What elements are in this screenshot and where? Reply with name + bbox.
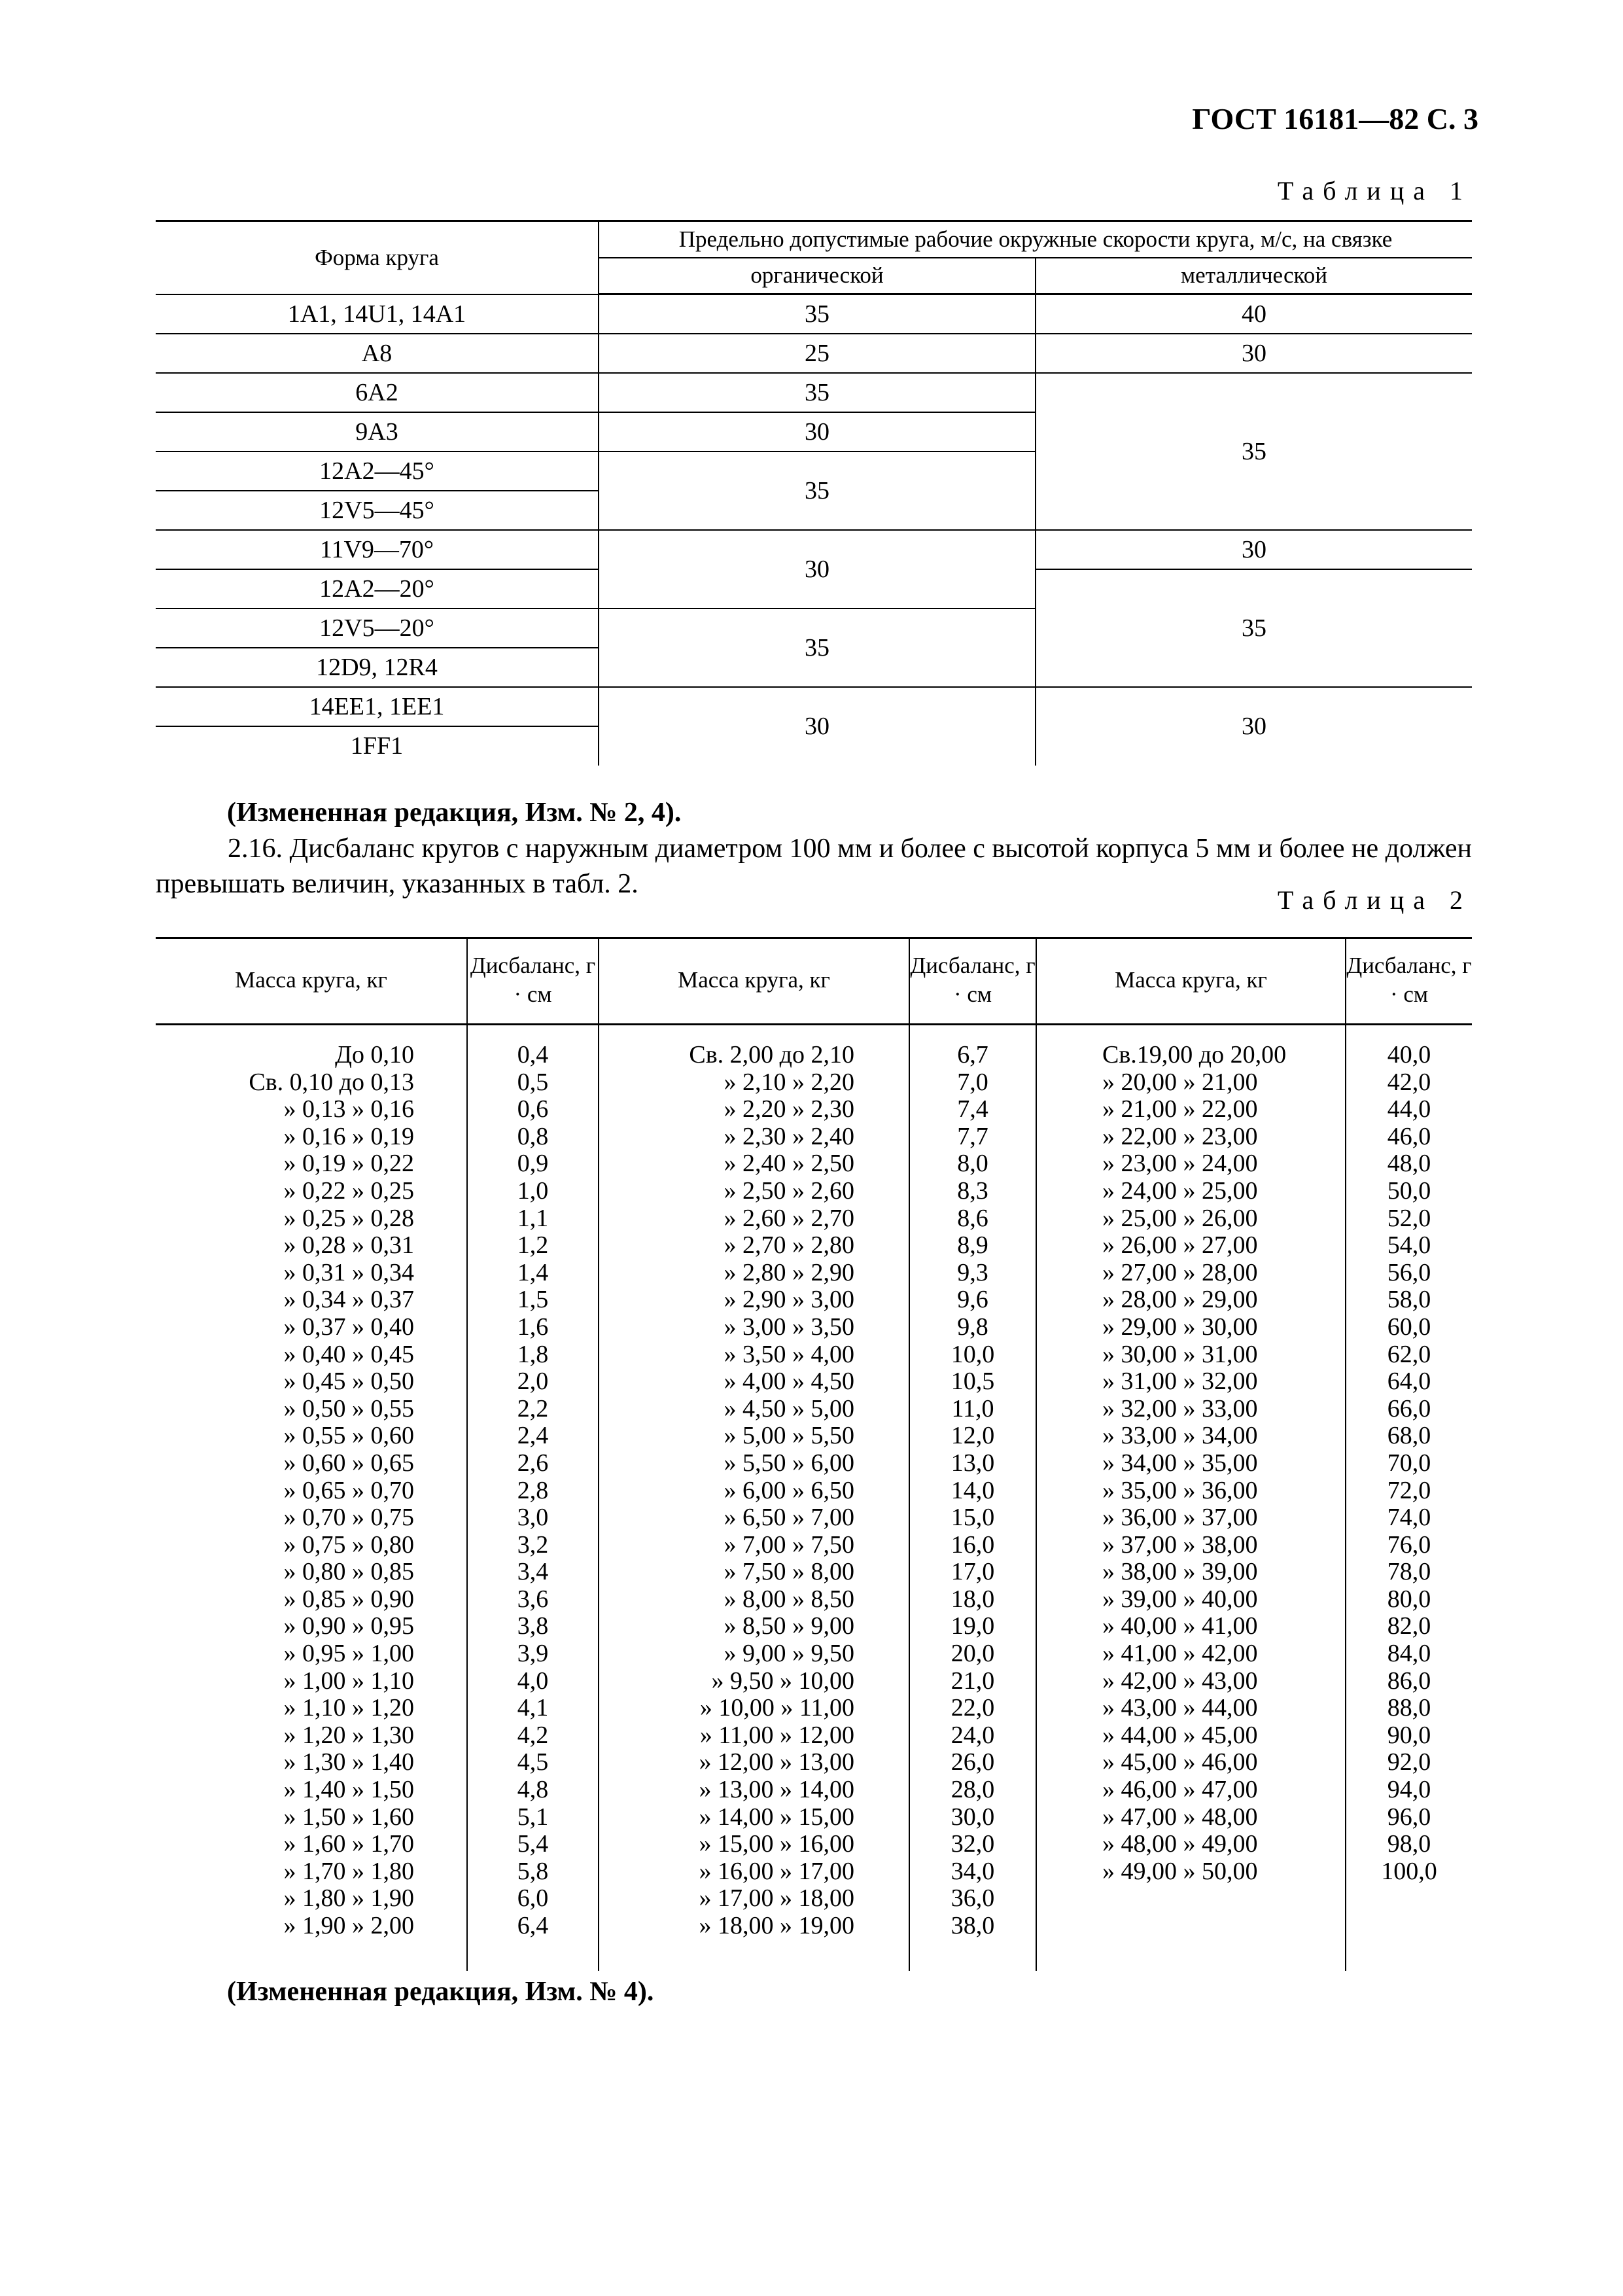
table1-org: 30 [599,687,1036,766]
table2-disb-cell: 56,0 [1387,1258,1431,1286]
table2-header-disb: Дисбаланс, г · см [470,953,596,1007]
table2-mass-cell: » 2,50 » 2,60 [724,1176,854,1205]
table1-met: 35 [1036,569,1472,687]
table1-met: 35 [1036,373,1472,530]
table2-disb-cell: 4,5 [517,1748,549,1776]
table2-disb-cell: 3,4 [517,1558,549,1586]
table2-mass-cell: » 13,00 » 14,00 [699,1776,854,1804]
table2-disb-cell: 58,0 [1387,1286,1431,1314]
table2-disb-cell: 8,6 [957,1204,988,1232]
table2-mass-cell: » 1,30 » 1,40 [283,1748,414,1776]
table2-disb-cell: 8,0 [957,1150,988,1178]
table2-mass-cell: » 0,28 » 0,31 [283,1231,414,1260]
table2-disb-cell: 9,8 [957,1313,988,1341]
table2-mass-cell: » 0,85 » 0,90 [283,1585,414,1613]
table1-form: 12A2—20° [156,569,599,609]
table2-disb-col-1 [468,1042,598,1940]
table2-disb-cell: 3,6 [517,1585,549,1613]
table2-mass-cell: До 0,10 [335,1041,414,1069]
table2-disb-cell: 15,0 [951,1504,995,1532]
table1-form: 12D9, 12R4 [156,648,599,687]
table2-mass-cell: » 26,00 » 27,00 [1102,1231,1258,1260]
table2-mass-cell: » 7,00 » 7,50 [724,1530,854,1559]
table2-header-disb: Дисбаланс, г · см [910,953,1036,1007]
table2-mass-cell: » 24,00 » 25,00 [1102,1176,1258,1205]
table2-mass-cell: » 11,00 » 12,00 [699,1721,854,1749]
table2-mass-cell: » 0,31 » 0,34 [283,1258,414,1286]
table2-disb-cell: 2,2 [517,1394,549,1422]
table1-form: 12V5—20° [156,609,599,648]
table2 [156,937,1472,1971]
table2-disb-cell: 86,0 [1387,1667,1431,1695]
table2-header-mass: Масса круга, кг [678,967,830,993]
table2-disb-cell: 36,0 [951,1884,995,1913]
table1-org: 35 [599,373,1036,412]
table2-disb-cell: 0,8 [517,1122,549,1150]
table2-mass-cell: » 1,80 » 1,90 [283,1884,414,1913]
table2-mass-col-1 [156,1042,414,1940]
table2-mass-cell: » 0,40 » 0,45 [283,1340,414,1368]
table1-form: 9A3 [156,412,599,451]
page-header: ГОСТ 16181—82 С. 3 [1192,102,1478,135]
table2-mass-cell: » 1,20 » 1,30 [283,1721,414,1749]
table2-disb-cell: 42,0 [1387,1068,1431,1096]
table2-mass-cell: » 4,50 » 5,00 [724,1394,854,1422]
table2-disb-col-3 [1346,1042,1472,1885]
table1-form: 1A1, 14U1, 14A1 [156,294,599,334]
table2-disb-cell: 70,0 [1387,1449,1431,1477]
table2-mass-cell: » 30,00 » 31,00 [1102,1340,1258,1368]
table2-disb-cell: 68,0 [1387,1422,1431,1450]
table2-disb-cell: 7,0 [957,1068,988,1096]
table1-form: 12A2—45° [156,451,599,491]
table2-mass-cell: » 0,65 » 0,70 [283,1476,414,1504]
table2-disb-cell: 4,8 [517,1776,549,1804]
table2-mass-cell: » 2,80 » 2,90 [724,1258,854,1286]
table2-mass-cell: » 1,00 » 1,10 [283,1667,414,1695]
amendment-note-2: (Измененная редакция, Изм. № 4). [227,1977,654,2007]
table2-disb-cell: 26,0 [951,1748,995,1776]
table2-disb-cell: 1,6 [517,1313,549,1341]
table2-mass-cell: » 17,00 » 18,00 [699,1884,854,1913]
table2-mass-cell: » 1,10 » 1,20 [283,1694,414,1722]
table2-disb-cell: 17,0 [951,1558,995,1586]
table2-disb-col-2 [910,1042,1036,1940]
table2-mass-cell: » 1,90 » 2,00 [283,1912,414,1939]
table2-mass-cell: » 27,00 » 28,00 [1102,1258,1258,1286]
table2-disb-cell: 2,6 [517,1449,549,1477]
table2-disb-cell: 46,0 [1387,1122,1431,1150]
table2-mass-cell: » 21,00 » 22,00 [1102,1095,1258,1123]
table2-mass-cell: » 5,50 » 6,00 [724,1449,854,1477]
table2-mass-cell: » 8,50 » 9,00 [724,1612,854,1640]
table2-mass-cell: » 12,00 » 13,00 [699,1748,854,1776]
table1-org: 35 [599,609,1036,687]
table2-disb-cell: 34,0 [951,1857,995,1885]
table2-disb-cell: 21,0 [951,1667,995,1695]
table2-mass-cell: » 23,00 » 24,00 [1102,1150,1258,1178]
table2-mass-cell: » 0,16 » 0,19 [283,1122,414,1150]
table2-mass-cell: » 33,00 » 34,00 [1102,1422,1258,1450]
table2-disb-cell: 9,3 [957,1258,988,1286]
table2-mass-cell: » 20,00 » 21,00 [1102,1068,1258,1096]
table2-mass-cell: » 0,80 » 0,85 [283,1558,414,1586]
table2-mass-cell: » 1,50 » 1,60 [283,1803,414,1831]
table1-form: 1FF1 [156,726,599,766]
table1-met: 40 [1036,294,1472,334]
table2-disb-cell: 24,0 [951,1721,995,1749]
table2-disb-cell: 78,0 [1387,1558,1431,1586]
table1-met: 30 [1036,530,1472,569]
table2-disb-cell: 8,9 [957,1231,988,1260]
table2-disb-cell: 76,0 [1387,1530,1431,1559]
table2-mass-cell: » 0,60 » 0,65 [283,1449,414,1477]
table2-disb-cell: 38,0 [951,1912,995,1939]
table2-disb-cell: 94,0 [1387,1776,1431,1804]
table2-disb-cell: 62,0 [1387,1340,1431,1368]
table2-mass-cell: » 3,50 » 4,00 [724,1340,854,1368]
table1-org: 25 [599,334,1036,373]
table2-mass-cell: » 2,10 » 2,20 [724,1068,854,1096]
table2-mass-cell: » 0,70 » 0,75 [283,1504,414,1532]
amendment-note-1: (Измененная редакция, Изм. № 2, 4). [227,798,682,828]
table2-mass-cell: » 0,22 » 0,25 [283,1176,414,1205]
table2-header-disb: Дисбаланс, г · см [1346,953,1472,1007]
table2-mass-cell: Св. 0,10 до 0,13 [249,1068,414,1096]
table2-disb-cell: 44,0 [1387,1095,1431,1123]
paragraph-2-16: 2.16. Дисбаланс кругов с наружным диаметром 100 мм и более с высотой корпуса 5 мм и более не должен превышать величин, указанных в табл. 2. [156,834,1472,899]
table2-disb-cell: 5,1 [517,1803,549,1831]
table1-met: 30 [1036,687,1472,766]
table1-caption: Таблица 1 [1277,176,1472,205]
table2-mass-cell: » 42,00 » 43,00 [1102,1667,1258,1695]
table2-mass-cell: » 40,00 » 41,00 [1102,1612,1258,1640]
table2-disb-cell: 30,0 [951,1803,995,1831]
table2-mass-cell: » 2,30 » 2,40 [724,1122,854,1150]
table1-header-group: Предельно допустимые рабочие окружные скорости круга, м/с, на связке [599,221,1472,258]
table2-header-mass: Масса круга, кг [1115,967,1267,993]
table2-mass-cell: » 39,00 » 40,00 [1102,1585,1258,1613]
table2-disb-cell: 13,0 [951,1449,995,1477]
table1-met: 30 [1036,334,1472,373]
table2-disb-cell: 64,0 [1387,1368,1431,1396]
table1-form: 11V9—70° [156,530,599,569]
table2-disb-cell: 19,0 [951,1612,995,1640]
table2-disb-cell: 82,0 [1387,1612,1431,1640]
table2-mass-cell: » 44,00 » 45,00 [1102,1721,1258,1749]
table2-disb-cell: 1,0 [517,1176,549,1205]
table2-disb-cell: 40,0 [1387,1041,1431,1069]
table2-disb-cell: 52,0 [1387,1204,1431,1232]
table2-mass-cell: » 18,00 » 19,00 [699,1912,854,1939]
table2-disb-cell: 96,0 [1387,1803,1431,1831]
table1-form: 14EE1, 1EE1 [156,687,599,726]
table2-disb-cell: 32,0 [951,1830,995,1858]
table2-mass-cell: » 10,00 » 11,00 [699,1694,854,1722]
table2-header-rule [156,1023,1472,1025]
table2-disb-cell: 0,5 [517,1068,549,1096]
table2-mass-cell: » 36,00 » 37,00 [1102,1504,1258,1532]
table2-disb-cell: 50,0 [1387,1176,1431,1205]
table2-vline [1036,937,1037,1971]
table2-mass-cell: » 0,13 » 0,16 [283,1095,414,1123]
table2-mass-cell: » 9,50 » 10,00 [711,1667,854,1695]
table2-mass-cell: » 32,00 » 33,00 [1102,1394,1258,1422]
table2-mass-cell: » 0,75 » 0,80 [283,1530,414,1559]
table1-org: 30 [599,412,1036,451]
table2-disb-cell: 5,8 [517,1857,549,1885]
table2-mass-cell: Св.19,00 до 20,00 [1102,1041,1287,1069]
table2-disb-cell: 22,0 [951,1694,995,1722]
table2-mass-cell: » 25,00 » 26,00 [1102,1204,1258,1232]
table2-disb-cell: 6,7 [957,1041,988,1069]
table2-disb-cell: 7,4 [957,1095,988,1123]
table2-mass-cell: » 22,00 » 23,00 [1102,1122,1258,1150]
table2-disb-cell: 4,0 [517,1667,549,1695]
table2-disb-cell: 12,0 [951,1422,995,1450]
table2-mass-cell: » 5,00 » 5,50 [724,1422,854,1450]
table2-disb-cell: 92,0 [1387,1748,1431,1776]
table2-mass-cell: » 2,60 » 2,70 [724,1204,854,1232]
table1-form: A8 [156,334,599,373]
table2-mass-cell: » 28,00 » 29,00 [1102,1286,1258,1314]
table2-disb-cell: 4,1 [517,1694,549,1722]
table2-mass-cell: » 2,90 » 3,00 [724,1286,854,1314]
table2-disb-cell: 80,0 [1387,1585,1431,1613]
table1-form: 12V5—45° [156,491,599,530]
table2-disb-cell: 2,0 [517,1368,549,1396]
table2-disb-cell: 11,0 [951,1394,994,1422]
table2-mass-cell: » 34,00 » 35,00 [1102,1449,1258,1477]
table2-disb-cell: 6,4 [517,1912,549,1939]
table2-mass-cell: » 45,00 » 46,00 [1102,1748,1258,1776]
table2-disb-cell: 28,0 [951,1776,995,1804]
table2-disb-cell: 98,0 [1387,1830,1431,1858]
table2-disb-cell: 100,0 [1381,1857,1437,1885]
table2-mass-cell: » 15,00 » 16,00 [699,1830,854,1858]
table2-mass-cell: » 6,00 » 6,50 [724,1476,854,1504]
table1-org: 35 [599,451,1036,530]
table2-mass-cell: » 0,55 » 0,60 [283,1422,414,1450]
table2-disb-cell: 0,6 [517,1095,549,1123]
table1-header-met: металлической [1036,258,1472,294]
table2-disb-cell: 9,6 [957,1286,988,1314]
table2-disb-cell: 3,2 [517,1530,549,1559]
table2-mass-cell: » 2,20 » 2,30 [724,1095,854,1123]
table2-mass-cell: » 1,60 » 1,70 [283,1830,414,1858]
table2-mass-cell: » 43,00 » 44,00 [1102,1694,1258,1722]
table2-disb-cell: 72,0 [1387,1476,1431,1504]
table2-mass-cell: » 48,00 » 49,00 [1102,1830,1258,1858]
table2-mass-cell: » 46,00 » 47,00 [1102,1776,1258,1804]
table2-disb-cell: 90,0 [1387,1721,1431,1749]
table2-mass-cell: » 16,00 » 17,00 [699,1857,854,1885]
table2-header-mass: Масса круга, кг [235,967,387,993]
table2-mass-cell: » 49,00 » 50,00 [1102,1857,1258,1885]
table2-disb-cell: 5,4 [517,1830,549,1858]
table2-disb-cell: 60,0 [1387,1313,1431,1341]
table2-mass-cell: » 2,70 » 2,80 [724,1231,854,1260]
table2-mass-cell: » 35,00 » 36,00 [1102,1476,1258,1504]
table2-mass-cell: » 7,50 » 8,00 [724,1558,854,1586]
table2-disb-cell: 18,0 [951,1585,995,1613]
table2-disb-cell: 6,0 [517,1884,549,1913]
table2-mass-cell: » 4,00 » 4,50 [724,1368,854,1396]
table2-disb-cell: 16,0 [951,1530,995,1559]
table2-disb-cell: 84,0 [1387,1640,1431,1668]
table2-disb-cell: 74,0 [1387,1504,1431,1532]
table2-mass-cell: » 1,70 » 1,80 [283,1857,414,1885]
table2-disb-cell: 0,9 [517,1150,549,1178]
table2-mass-cell: » 14,00 » 15,00 [699,1803,854,1831]
table2-disb-cell: 3,9 [517,1640,549,1668]
table2-disb-cell: 14,0 [951,1476,995,1504]
table2-mass-cell: » 0,19 » 0,22 [283,1150,414,1178]
table2-mass-cell: » 2,40 » 2,50 [724,1150,854,1178]
table2-disb-cell: 8,3 [957,1176,988,1205]
table2-disb-cell: 66,0 [1387,1394,1431,1422]
table2-disb-cell: 2,4 [517,1422,549,1450]
table2-mass-cell: » 38,00 » 39,00 [1102,1558,1258,1586]
table2-disb-cell: 10,0 [951,1340,995,1368]
table1-org: 35 [599,294,1036,334]
table2-mass-cell: » 31,00 » 32,00 [1102,1368,1258,1396]
table2-mass-cell: » 0,50 » 0,55 [283,1394,414,1422]
table1-header-org: органической [599,258,1036,294]
table2-disb-cell: 4,2 [517,1721,549,1749]
table2-mass-cell: » 0,25 » 0,28 [283,1204,414,1232]
table2-mass-cell: » 29,00 » 30,00 [1102,1313,1258,1341]
table2-disb-cell: 0,4 [517,1041,549,1069]
table2-mass-cell: » 47,00 » 48,00 [1102,1803,1258,1831]
table2-disb-cell: 48,0 [1387,1150,1431,1178]
table2-disb-cell: 1,4 [517,1258,549,1286]
table2-disb-cell: 1,2 [517,1231,549,1260]
table2-mass-cell: » 0,45 » 0,50 [283,1368,414,1396]
table2-mass-cell: » 0,90 » 0,95 [283,1612,414,1640]
table2-mass-cell: » 9,00 » 9,50 [724,1640,854,1668]
table2-mass-cell: » 0,34 » 0,37 [283,1286,414,1314]
table2-mass-cell: » 41,00 » 42,00 [1102,1640,1258,1668]
table2-mass-cell: Св. 2,00 до 2,10 [689,1041,854,1069]
table2-disb-cell: 20,0 [951,1640,995,1668]
table2-disb-cell: 1,8 [517,1340,549,1368]
table2-disb-cell: 1,1 [517,1204,549,1232]
table2-disb-cell: 1,5 [517,1286,549,1314]
table2-mass-cell: » 3,00 » 3,50 [724,1313,854,1341]
table2-disb-cell: 54,0 [1387,1231,1431,1260]
table1-org: 30 [599,530,1036,609]
table2-mass-col-3 [1102,1042,1345,1885]
table2-disb-cell: 10,5 [951,1368,995,1396]
table2-mass-cell: » 0,37 » 0,40 [283,1313,414,1341]
table2-disb-cell: 3,0 [517,1504,549,1532]
table2-disb-cell: 3,8 [517,1612,549,1640]
table1-form: 6A2 [156,373,599,412]
table2-mass-cell: » 0,95 » 1,00 [283,1640,414,1668]
table2-mass-cell: » 8,00 » 8,50 [724,1585,854,1613]
table2-mass-cell: » 6,50 » 7,00 [724,1504,854,1532]
table2-mass-col-2 [599,1042,854,1940]
table2-caption: Таблица 2 [1277,885,1472,915]
table2-mass-cell: » 37,00 » 38,00 [1102,1530,1258,1559]
table2-disb-cell: 7,7 [957,1122,988,1150]
table2-mass-cell: » 1,40 » 1,50 [283,1776,414,1804]
table2-disb-cell: 2,8 [517,1476,549,1504]
table1 [156,220,1472,766]
table1-header-form: Форма круга [156,221,599,294]
table2-disb-cell: 88,0 [1387,1694,1431,1722]
